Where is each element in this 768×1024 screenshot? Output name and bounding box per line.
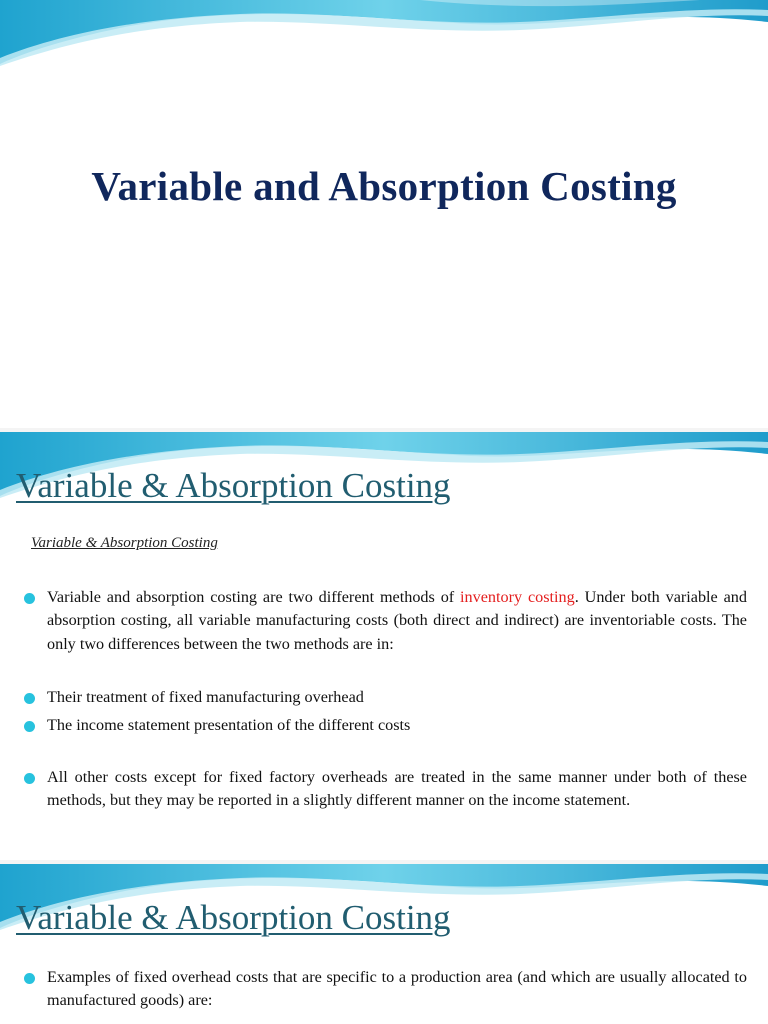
bullet-text-part: . Under both variable and absorption costing, all variable manufacturing costs (both direct and indirect) are inventoriable costs. The only two differences between the two methods are in: — [47, 588, 747, 653]
inventory-costing-highlight: inventory costing — [460, 588, 575, 606]
bullet-dot-icon — [24, 973, 35, 984]
subtitle-link[interactable]: Variable & Absorption Costing — [31, 535, 218, 551]
bullet-text — [47, 586, 747, 656]
bullet-text-part: Variable and absorption costing are two different methods of — [47, 588, 461, 606]
bullet-text: All other costs except for fixed factory overheads are treated in the same manner under both of these methods, but they may be reported in a slightly different manner on the income statement. — [47, 768, 747, 810]
slide-overview — [0, 432, 768, 860]
slide-examples — [0, 864, 768, 1024]
slide-title — [0, 0, 768, 428]
bullet-text: Their treatment of fixed manufacturing overhead — [47, 688, 364, 706]
bullet-dot-icon — [24, 773, 35, 784]
slide-heading: Variable & Absorption Costing — [16, 898, 451, 937]
slide-heading: Variable & Absorption Costing — [16, 466, 451, 505]
bullet-text: The income statement presentation of the different costs — [47, 716, 411, 734]
bullet-text: Examples of fixed overhead costs that are specific to a production area (and which are usually allocated to manufactured goods) are: — [47, 968, 747, 1010]
presentation-title: Variable and Absorption Costing — [91, 163, 677, 209]
bullet-dot-icon — [24, 593, 35, 604]
bullet-dot-icon — [24, 693, 35, 704]
wave-banner-decoration — [0, 0, 768, 70]
bullet-dot-icon — [24, 721, 35, 732]
